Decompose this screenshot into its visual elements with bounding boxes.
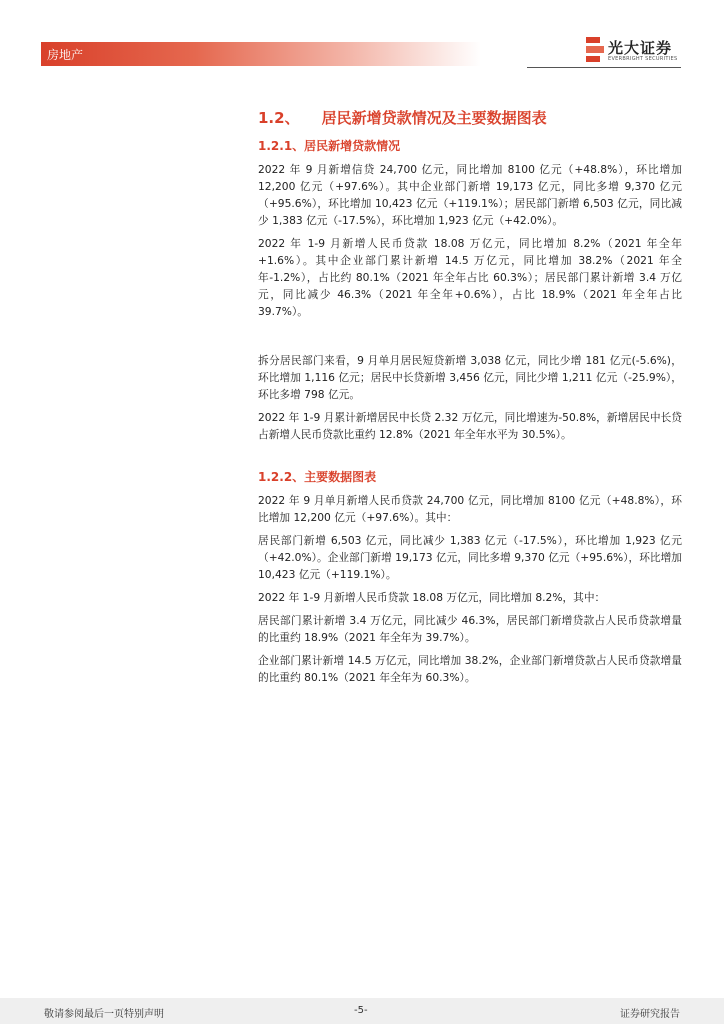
page-number: -5- xyxy=(354,1005,368,1016)
paragraph: 居民部门累计新增 3.4 万亿元，同比减少 46.3%，居民部门新增贷款占人民币贷款增量的比重约 18.9%（2021 年全年为 39.7%）。 xyxy=(258,614,682,644)
paragraph: 2022 年 1-9 月新增人民币贷款 18.08 万亿元，同比增加 8.2%（2021 年全年+1.6%）。其中企业部门累计新增 14.5 万亿元，同比增加 38.2%（2021 年全年-1.2%），占比约 80.1%（2021 年全年占比 60.3%）；居民部门累计新增 3.4 万亿元，同比减少 46.3%（2021 年全年+0.6%），占比 18.9%（2021 年全年占比 39.7%）。 xyxy=(258,237,682,318)
section-heading xyxy=(258,108,682,128)
paragraph: 企业部门累计新增 14.5 万亿元，同比增加 38.2%，企业部门新增贷款占人民币贷款增量的比重约 80.1%（2021 年全年为 60.3%）。 xyxy=(258,654,682,684)
header-rule xyxy=(527,67,681,68)
report-type: 证券研究报告 xyxy=(620,1009,680,1020)
report-body xyxy=(258,108,682,692)
subsection-heading-1: 1.2.1、居民新增贷款情况 xyxy=(258,139,401,153)
paragraph: 2022 年 1-9 月新增人民币贷款 18.08 万亿元，同比增加 8.2%，其中： xyxy=(258,591,606,604)
logo-name-cn: 光大证券 xyxy=(608,39,673,57)
logo-name-en: EVERBRIGHT SECURITIES xyxy=(608,56,678,62)
paragraph: 2022 年 9 月单月新增人民币贷款 24,700 亿元，同比增加 8100 亿元（+48.8%），环比增加 12,200 亿元（+97.6%）。其中： xyxy=(258,494,682,524)
paragraph: 2022 年 9 月新增信贷 24,700 亿元，同比增加 8100 亿元（+48.8%），环比增加 12,200 亿元（+97.6%）。其中企业部门新增 19,173 亿元，同比多增 9,370 亿元（+95.6%），环比增加 10,423 亿元（+119.1%）；居民部门新增 6,503 亿元，同比减少 1,383 亿元（-17.5%），环比增加 1,923 亿元（+42.0%）。 xyxy=(258,163,682,227)
section-number: 1.2、 xyxy=(258,109,300,127)
brand-logo xyxy=(586,37,686,67)
section-label: 房地产 xyxy=(47,48,84,62)
paragraph: 拆分居民部门来看，9 月单月居民短贷新增 3,038 亿元，同比少增 181 亿元(-5.6%)，环比增加 1,116 亿元；居民中长贷新增 3,456 亿元，同比少增 1,211 亿元（-25.9%），环比多增 798 亿元。 xyxy=(258,354,682,401)
subsection-heading-2: 1.2.2、主要数据图表 xyxy=(258,470,377,484)
footer-disclaimer: 敬请参阅最后一页特别声明 xyxy=(44,1009,164,1020)
header-bar xyxy=(41,42,481,66)
everbright-logo-icon xyxy=(586,37,604,63)
section-title: 居民新增贷款情况及主要数据图表 xyxy=(321,109,547,127)
paragraph: 2022 年 1-9 月累计新增居民中长贷 2.32 万亿元，同比增速为-50.8%，新增居民中长贷占新增人民币贷款比重约 12.8%（2021 年全年水平为 30.5%）。 xyxy=(258,411,682,441)
paragraph: 居民部门新增 6,503 亿元，同比减少 1,383 亿元（-17.5%），环比增加 1,923 亿元（+42.0%）。企业部门新增 19,173 亿元，同比多增 9,370 亿元（+95.6%），环比增加 10,423 亿元（+119.1%）。 xyxy=(258,534,682,581)
